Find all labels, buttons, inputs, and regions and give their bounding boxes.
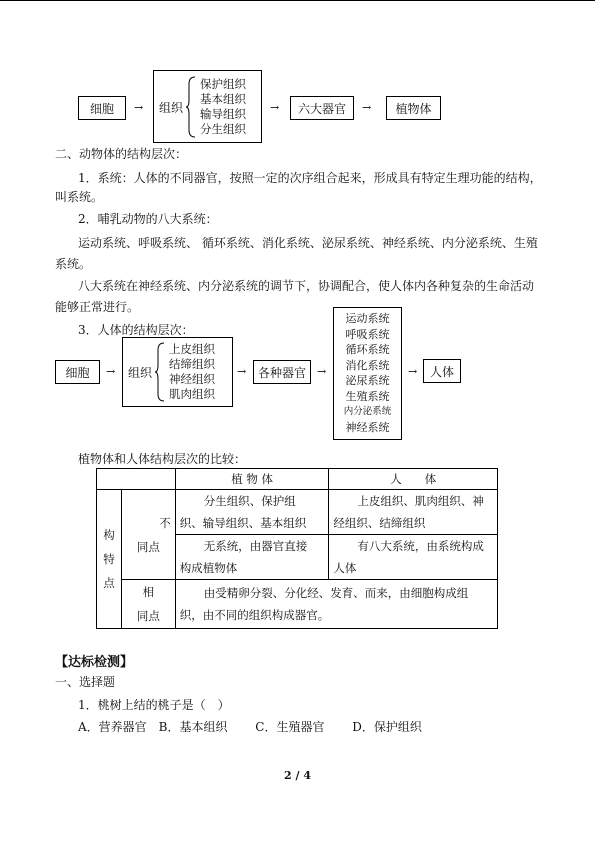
table-cell — [329, 490, 498, 535]
table-cell — [329, 535, 498, 580]
same-label: 同点 — [136, 609, 160, 623]
table-cell — [97, 469, 176, 490]
cell-line: 有八大系统，由系统构成 — [357, 539, 484, 553]
cell-line: 由受精卵分裂、分化经、发育、而来，由细胞构成组 — [203, 586, 469, 600]
human-tissue-list — [169, 342, 215, 402]
plant-tissue-list — [200, 77, 246, 137]
page-number: 2 / 4 — [284, 769, 311, 782]
plant-body-box: 植物体 — [386, 96, 441, 120]
table-cell — [175, 535, 329, 580]
feature-char: 构 — [103, 528, 115, 542]
cell-line: 无系统，由器官直接 — [203, 539, 308, 553]
paragraph: 2．哺乳动物的八大系统： — [78, 212, 218, 226]
arrow-icon: → — [362, 101, 372, 114]
table-caption: 植物体和人体结构层次的比较： — [78, 452, 247, 466]
plant-organs-box: 六大器官 — [290, 96, 354, 120]
human-body-box: 人体 — [423, 359, 461, 383]
table-header-human: 人 体 — [329, 469, 498, 490]
diff-label: 不 — [159, 515, 171, 530]
table-cell — [175, 580, 497, 629]
list-item: 结缔组织 — [169, 357, 215, 371]
section-title: 二、动物体的结构层次： — [55, 147, 188, 161]
arrow-icon: → — [106, 365, 116, 378]
list-item: 消化系统 — [345, 358, 390, 372]
brace-icon — [154, 342, 166, 402]
list-item: 生殖系统 — [345, 389, 390, 403]
plant-cell-box: 细胞 — [78, 96, 126, 120]
list-item: 基本组织 — [200, 92, 246, 106]
arrow-icon: → — [408, 365, 418, 378]
same-label-cell — [121, 580, 175, 629]
feature-char: 特 — [103, 552, 115, 566]
list-item: 内分泌系统 — [343, 406, 392, 417]
list-item: 循环系统 — [345, 343, 390, 356]
human-cell-box: 细胞 — [55, 360, 100, 384]
cell-line: 上皮组织、肌肉组织、神 — [357, 494, 484, 508]
table-header-plant: 植 物 体 — [175, 469, 329, 490]
cell-line: 构成植物体 — [179, 561, 238, 575]
list-item: 运动系统 — [345, 312, 390, 325]
cell-line: 经组织、结缔组织 — [333, 516, 426, 530]
paragraph: 能够正常进行。 — [55, 300, 140, 314]
list-item: 输导组织 — [200, 107, 246, 121]
question: 1．桃树上结的桃子是（ ） — [78, 698, 230, 712]
list-item: 保护组织 — [200, 77, 246, 91]
section-title: 一、选择题 — [55, 675, 116, 689]
list-item: 泌尿系统 — [345, 374, 390, 387]
brace-icon — [185, 76, 197, 138]
human-systems-list — [333, 311, 402, 435]
plant-tissue-label: 组织 — [159, 101, 184, 115]
paragraph: 运动系统、呼吸系统、 循环系统、消化系统、泌尿系统、神经系统、内分泌系统、生殖 — [78, 236, 538, 250]
feature-label-cell — [97, 490, 122, 629]
table-cell — [175, 490, 329, 535]
list-item: 神经组织 — [169, 372, 215, 386]
feature-char: 点 — [103, 576, 115, 590]
cell-line: 织、输导组织、基本组织 — [179, 516, 307, 530]
list-item: 上皮组织 — [169, 342, 215, 356]
paragraph: 3．人体的结构层次： — [78, 323, 194, 337]
list-item: 肌肉组织 — [169, 387, 215, 401]
header-rule — [0, 0, 595, 1]
section-heading: 【达标检测】 — [55, 655, 134, 670]
human-organs-box: 各种器官 — [253, 360, 311, 384]
arrow-icon: → — [317, 365, 327, 378]
cell-line: 织，由不同的组织构成器官。 — [179, 608, 330, 622]
arrow-icon: → — [134, 101, 144, 114]
arrow-icon: → — [237, 365, 247, 378]
cell-line: 分生组织、保护组 — [203, 494, 296, 508]
difference-label-cell — [121, 490, 175, 580]
same-label: 相 — [142, 585, 155, 599]
paragraph: 八大系统在神经系统、内分泌系统的调节下，协调配合，使人体内各种复杂的生命活动 — [78, 279, 535, 293]
paragraph: 1．系统：人体的不同器官，按照一定的次序组合起来，形成具有特定生理功能的结构， — [78, 171, 542, 185]
diff-label: 同点 — [136, 539, 160, 554]
comparison-table — [96, 468, 498, 629]
human-tissue-label: 组织 — [128, 366, 153, 380]
arrow-icon: → — [270, 101, 280, 114]
list-item: 呼吸系统 — [345, 327, 390, 341]
list-item: 神经系统 — [345, 420, 390, 434]
paragraph: 系统。 — [55, 257, 92, 271]
question-options: A．营养器官 B．基本组织 C．生殖器官 D．保护组织 — [78, 720, 422, 734]
paragraph: 叫系统。 — [55, 190, 104, 204]
cell-line: 人体 — [333, 561, 357, 575]
list-item: 分生组织 — [200, 122, 246, 136]
